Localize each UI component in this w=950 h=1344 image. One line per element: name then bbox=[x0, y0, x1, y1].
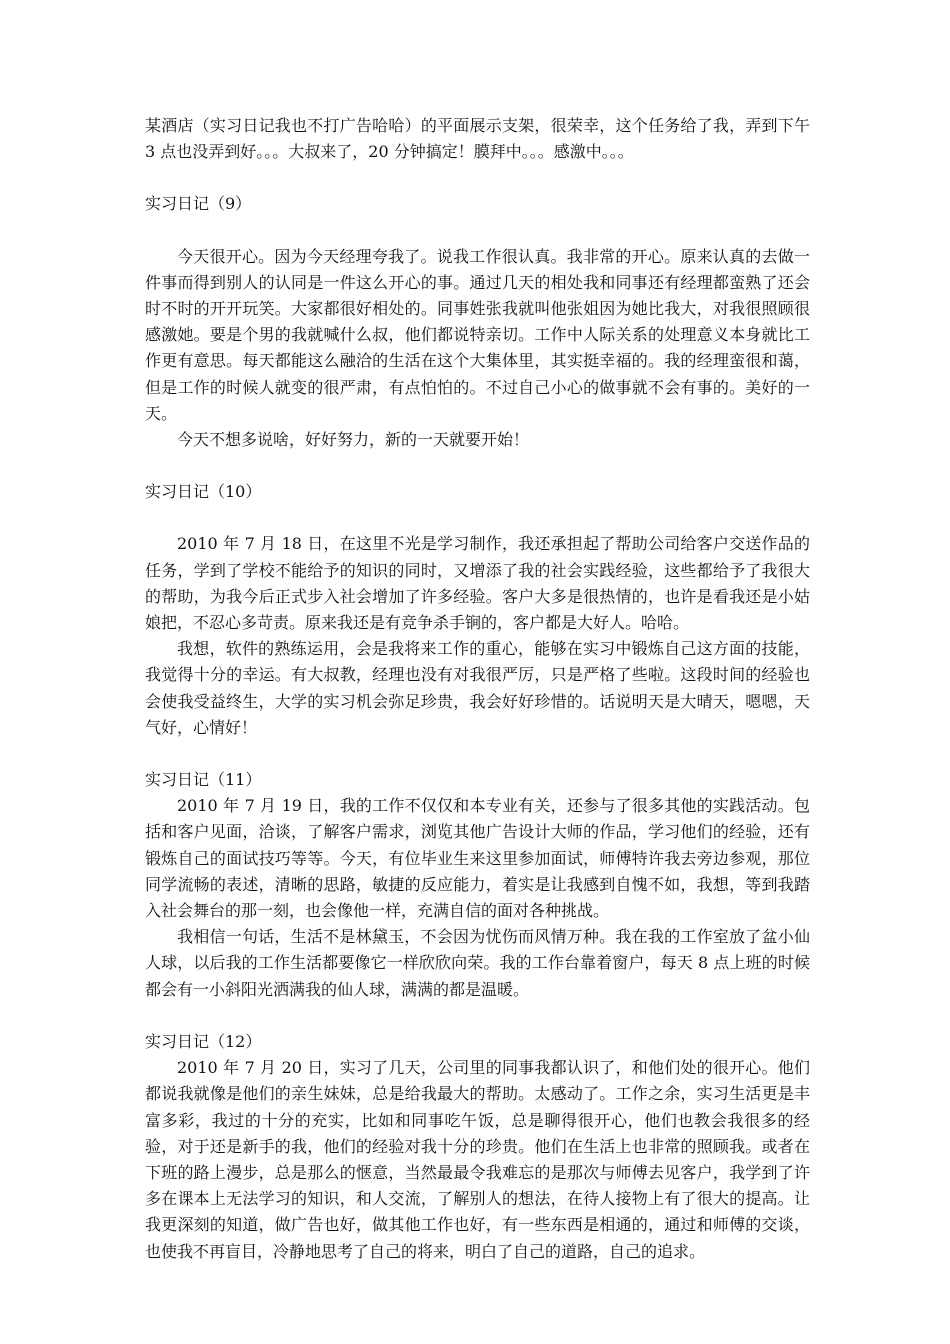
entry-heading-11: 实习日记（11） bbox=[145, 770, 262, 790]
document-page bbox=[145, 113, 810, 1265]
entry-9-paragraph-1: 今天很开心。因为今天经理夸我了。说我工作很认真。我非常的开心。原来认真的去做一件事而得到别人的认同是一件这么开心的事。通过几天的相处我和同事还有经理都蛮熟了还会时不时的开开玩笑。大家都很好相处的。同事姓张我就叫他张姐因为她比我大，对我很照顾很感激她。要是个男的我就喊什么叔，他们都说特亲切。工作中人际关系的处理意义本身就比工作更有意思。每天都能这么融洽的生活在这个大集体里，其实挺幸福的。我的经理蛮很和蔼，但是工作的时候人就变的很严肃，有点怕怕的。不过自己小心的做事就不会有事的。美好的一天。 bbox=[145, 246, 810, 423]
spacer bbox=[145, 453, 810, 479]
entry-heading-10: 实习日记（10） bbox=[145, 482, 262, 502]
spacer bbox=[145, 505, 810, 531]
entry-9-paragraph-2: 今天不想多说啥，好好努力，新的一天就要开始！ bbox=[177, 430, 530, 450]
entry-11-paragraph-2: 我相信一句话，生活不是林黛玉，不会因为忧伤而风情万种。我在我的工作室放了盆小仙人球，以后我的工作生活都要像它一样欣欣向荣。我的工作台靠着窗户，每天 8 点上班的时候都会有一小斜阳光洒满我的仙人球，满满的都是温暖。 bbox=[145, 927, 810, 999]
spacer bbox=[145, 741, 810, 767]
entry-10-paragraph-2: 我想，软件的熟练运用，会是我将来工作的重心，能够在实习中锻炼自己这方面的技能，我觉得十分的幸运。有大叔教，经理也没有对我很严厉，只是严格了些啦。这段时间的经验也会使我受益终生，大学的实习机会弥足珍贵，我会好好珍惜的。话说明天是大晴天，嗯嗯，天气好，心情好！ bbox=[145, 639, 810, 737]
entry-heading-9: 实习日记（9） bbox=[145, 194, 252, 214]
spacer bbox=[145, 218, 810, 244]
spacer bbox=[145, 165, 810, 191]
intro-paragraph: 某酒店（实习日记我也不打广告哈哈）的平面展示支架，很荣幸，这个任务给了我，弄到下午 3 点也没弄到好。。。大叔来了，20 分钟搞定！膜拜中。。。感激中。。。 bbox=[145, 116, 810, 162]
spacer bbox=[145, 1003, 810, 1029]
entry-10-paragraph-1: 2010 年 7 月 18 日，在这里不光是学习制作，我还承担起了帮助公司给客户交送作品的任务，学到了学校不能给予的知识的同时，又增添了我的社会实践经验，这些都给予了我很大的帮助，为我今后正式步入社会增加了许多经验。客户大多是很热情的，也许是看我还是小姑娘把，不忍心多苛责。原来我还是有竞争杀手锏的，客户都是大好人。哈哈。 bbox=[145, 534, 810, 633]
entry-heading-12: 实习日记（12） bbox=[145, 1031, 262, 1051]
entry-11-paragraph-1: 2010 年 7 月 19 日，我的工作不仅仅和本专业有关，还参与了很多其他的实践活动。包括和客户见面，洽谈，了解客户需求，浏览其他广告设计大师的作品，学习他们的经验，还有锻炼自己的面试技巧等等。今天，有位毕业生来这里参加面试，师傅特许我去旁边参观，那位同学流畅的表述，清晰的思路，敏捷的反应能力，着实是让我感到自愧不如，我想，等到我踏入社会舞台的那一刻，也会像他一样，充满自信的面对各种挑战。 bbox=[145, 796, 810, 921]
entry-12-paragraph-1: 2010 年 7 月 20 日，实习了几天，公司里的同事我都认识了，和他们处的很开心。他们都说我就像是他们的亲生妹妹，总是给我最大的帮助。太感动了。工作之余，实习生活更是丰富多彩，我过的十分的充实，比如和同事吃午饭，总是聊得很开心，他们也教会我很多的经验，对于还是新手的我，他们的经验对我十分的珍贵。他们在生活上也非常的照顾我。或者在下班的路上漫步，总是那么的惬意，当然最最令我难忘的是那次与师傅去见客户，我学到了许多在课本上无法学习的知识，和人交流，了解别人的想法，在待人接物上有了很大的提高。让我更深刻的知道，做广告也好，做其他工作也好，有一些东西是相通的，通过和师傅的交谈，也使我不再盲目，冷静地思考了自己的将来，明白了自己的道路，自己的追求。 bbox=[145, 1058, 810, 1261]
